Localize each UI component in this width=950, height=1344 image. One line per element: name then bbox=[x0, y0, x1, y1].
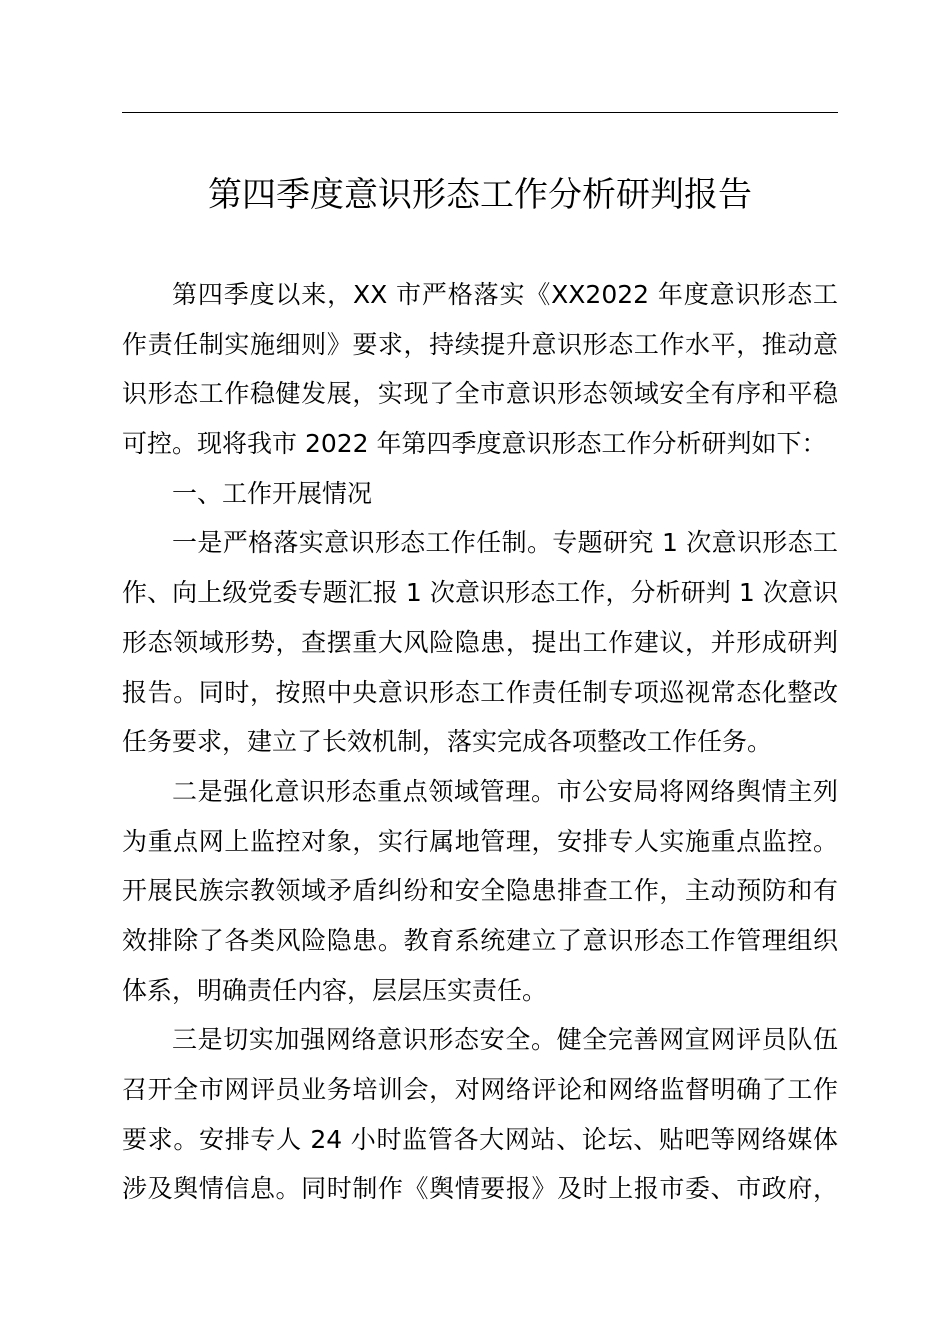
text-line: 涉及舆情信息。同时制作《舆情要报》及时上报市委、市政府， bbox=[122, 1174, 838, 1204]
paragraph-item-three bbox=[122, 1015, 838, 1214]
text-line: 三是切实加强网络意识形态安全。健全完善网宣网评员队伍 bbox=[172, 1025, 838, 1055]
document-body bbox=[122, 270, 838, 1214]
text-line: 可控。现将我市 2022 年第四季度意识形态工作分析研判如下： bbox=[122, 429, 827, 459]
text-line: 开展民族宗教领域矛盾纠纷和安全隐患排查工作，主动预防和有 bbox=[122, 876, 838, 906]
header-rule bbox=[122, 112, 838, 113]
text-line: 要求。安排专人 24 小时监管各大网站、论坛、贴吧等网络媒体 bbox=[122, 1124, 838, 1154]
text-line: 体系，明确责任内容，层层压实责任。 bbox=[122, 975, 548, 1005]
text-line: 作责任制实施细则》要求，持续提升意识形态工作水平，推动意 bbox=[122, 329, 838, 359]
text-line: 任务要求，建立了长效机制，落实完成各项整改工作任务。 bbox=[122, 727, 773, 757]
text-line: 报告。同时，按照中央意识形态工作责任制专项巡视常态化整改 bbox=[122, 677, 838, 707]
section-heading bbox=[122, 469, 838, 519]
paragraph-intro bbox=[122, 270, 838, 469]
text-line: 识形态工作稳健发展，实现了全市意识形态领域安全有序和平稳 bbox=[122, 379, 838, 409]
document-title: 第四季度意识形态工作分析研判报告 bbox=[208, 175, 752, 215]
paragraph-item-two bbox=[122, 767, 838, 1015]
text-line: 一是严格落实意识形态工作任制。专题研究 1 次意识形态工 bbox=[172, 528, 838, 558]
text-line: 二是强化意识形态重点领域管理。市公安局将网络舆情主列 bbox=[172, 776, 838, 806]
text-line: 形态领域形势，查摆重大风险隐患，提出工作建议，并形成研判 bbox=[122, 627, 838, 657]
paragraph-item-one bbox=[122, 518, 838, 766]
text-line: 召开全市网评员业务培训会，对网络评论和网络监督明确了工作 bbox=[122, 1075, 838, 1104]
text-line: 为重点网上监控对象，实行属地管理，安排专人实施重点监控。 bbox=[122, 826, 838, 856]
text-line: 效排除了各类风险隐患。教育系统建立了意识形态工作管理组织 bbox=[122, 925, 838, 955]
text-line: 作、向上级党委专题汇报 1 次意识形态工作，分析研判 1 次意识 bbox=[122, 578, 838, 608]
section-heading-text: 一、工作开展情况 bbox=[172, 478, 373, 508]
text-line: 第四季度以来，XX 市严格落实《XX2022 年度意识形态工 bbox=[172, 280, 838, 309]
